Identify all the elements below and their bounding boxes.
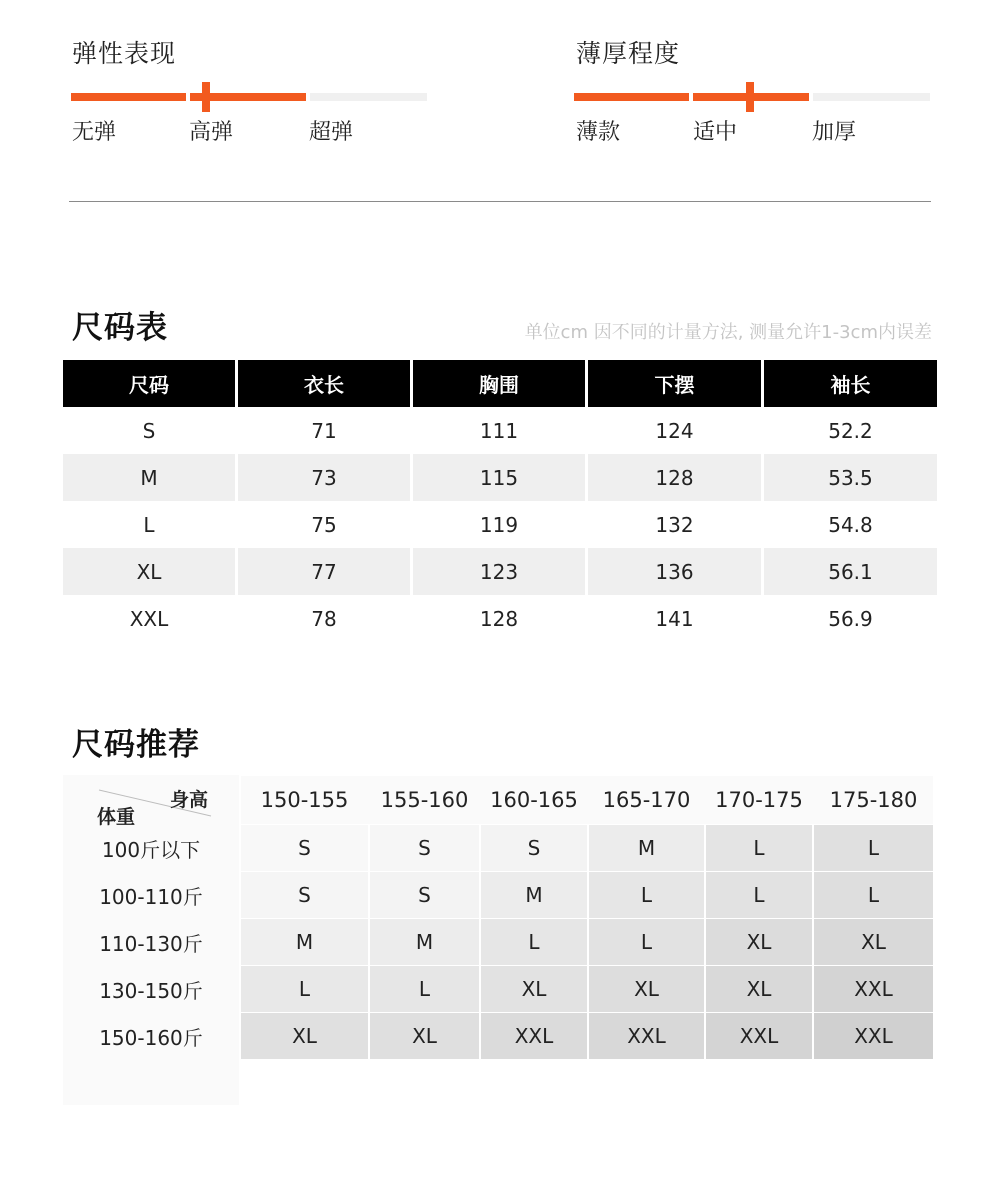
weight-axis-label: 体重 bbox=[97, 806, 136, 828]
thickness-segment-1 bbox=[574, 93, 689, 101]
table-cell: 56.9 bbox=[828, 606, 873, 631]
table-cell: 78 bbox=[238, 595, 413, 642]
weight-range-label: 150-160斤 bbox=[99, 1026, 203, 1050]
recommended-size-cell: L bbox=[706, 825, 812, 871]
table-cell: 115 bbox=[413, 454, 588, 501]
table-cell: 77 bbox=[238, 548, 413, 595]
thickness-marker bbox=[746, 82, 754, 112]
table-row bbox=[63, 595, 937, 642]
elasticity-option-1: 无弹 bbox=[72, 120, 117, 145]
elasticity-segment-1 bbox=[71, 93, 186, 101]
table-row bbox=[63, 501, 937, 548]
recommended-size-cell: XL bbox=[589, 966, 704, 1012]
table-cell: 111 bbox=[413, 407, 588, 454]
recommended-size-cell: S bbox=[241, 825, 368, 871]
weight-range-label: 100-110斤 bbox=[99, 885, 203, 909]
size-table-note: 单位cm 因不同的计量方法, 测量允许1-3cm内误差 bbox=[524, 322, 932, 343]
size-table-title: 尺码表 bbox=[72, 310, 168, 346]
height-range-header: 165-170 bbox=[602, 788, 691, 812]
table-cell: 119 bbox=[413, 501, 588, 548]
recommended-size-cell: XL bbox=[241, 1013, 368, 1059]
recommended-size-cell: S bbox=[481, 825, 587, 871]
table-cell: 73 bbox=[238, 454, 413, 501]
recommended-size-cell: S bbox=[370, 825, 479, 871]
table-cell: 128 bbox=[413, 595, 588, 642]
section-divider bbox=[69, 201, 931, 202]
recommended-size-cell: L bbox=[706, 872, 812, 918]
thickness-option-3: 加厚 bbox=[812, 120, 857, 145]
elasticity-title: 弹性表现 bbox=[72, 39, 177, 68]
recommended-size-cell: XL bbox=[814, 919, 933, 965]
header-cell: 下摆 bbox=[588, 360, 764, 407]
recommended-size-cell: XL bbox=[370, 1013, 479, 1059]
recommendation-title: 尺码推荐 bbox=[72, 727, 200, 763]
recommended-size-cell: M bbox=[370, 919, 479, 965]
recommended-size-cell: S bbox=[370, 872, 479, 918]
height-range-header: 150-155 bbox=[260, 788, 349, 812]
height-axis-label: 身高 bbox=[170, 789, 209, 811]
thickness-option-1: 薄款 bbox=[576, 120, 621, 145]
table-cell: M bbox=[63, 454, 238, 501]
size-table bbox=[63, 360, 937, 642]
elasticity-option-2: 高弹 bbox=[189, 120, 234, 145]
header-cell: 胸围 bbox=[413, 360, 588, 407]
thickness-title: 薄厚程度 bbox=[576, 39, 681, 68]
recommended-size-cell: XXL bbox=[814, 1013, 933, 1059]
recommended-size-cell: XL bbox=[481, 966, 587, 1012]
thickness-track bbox=[574, 93, 930, 101]
recommended-size-cell: M bbox=[241, 919, 368, 965]
weight-range-label: 110-130斤 bbox=[99, 932, 203, 956]
table-cell: 54.8 bbox=[828, 512, 873, 537]
table-cell: 71 bbox=[238, 407, 413, 454]
recommended-size-cell: L bbox=[241, 966, 368, 1012]
recommended-size-cell: L bbox=[814, 825, 933, 871]
table-row bbox=[63, 548, 937, 595]
thickness-segment-3 bbox=[813, 93, 930, 101]
recommended-size-cell: L bbox=[814, 872, 933, 918]
table-cell: 128 bbox=[588, 454, 764, 501]
table-cell: 141 bbox=[588, 595, 764, 642]
recommended-size-cell: XL bbox=[706, 966, 812, 1012]
elasticity-option-3: 超弹 bbox=[309, 120, 354, 145]
recommended-size-cell: L bbox=[589, 872, 704, 918]
height-range-header: 160-165 bbox=[490, 788, 578, 812]
table-cell: 53.5 bbox=[764, 454, 937, 501]
table-row bbox=[63, 454, 937, 501]
recommended-size-cell: S bbox=[241, 872, 368, 918]
table-cell: 132 bbox=[588, 501, 764, 548]
recommended-size-cell: L bbox=[481, 919, 587, 965]
header-cell: 尺码 bbox=[63, 360, 238, 407]
recommended-size-cell: L bbox=[589, 919, 704, 965]
weight-range-label: 100斤以下 bbox=[101, 838, 201, 862]
weight-range-label: 130-150斤 bbox=[99, 979, 203, 1003]
table-cell: 56.1 bbox=[764, 548, 937, 595]
recommended-size-cell: M bbox=[589, 825, 704, 871]
recommended-size-cell: XXL bbox=[481, 1013, 587, 1059]
recommended-size-cell: L bbox=[370, 966, 479, 1012]
size-table-header bbox=[63, 360, 937, 407]
height-header-row bbox=[241, 776, 933, 824]
elasticity-marker bbox=[202, 82, 210, 112]
table-row bbox=[63, 407, 937, 454]
table-cell: XXL bbox=[63, 595, 238, 642]
header-cell: 衣长 bbox=[238, 360, 413, 407]
height-range-header: 155-160 bbox=[380, 788, 469, 812]
height-range-header: 170-175 bbox=[715, 788, 803, 812]
recommended-size-cell: XXL bbox=[589, 1013, 704, 1059]
table-cell: 136 bbox=[588, 548, 764, 595]
elasticity-segment-3 bbox=[310, 93, 427, 101]
recommended-size-cell: XL bbox=[706, 919, 812, 965]
recommended-size-cell: M bbox=[481, 872, 587, 918]
table-cell: 123 bbox=[413, 548, 588, 595]
table-cell: XL bbox=[63, 548, 238, 595]
table-cell: 124 bbox=[588, 407, 764, 454]
table-cell: L bbox=[63, 501, 238, 548]
table-cell: S bbox=[63, 407, 238, 454]
recommended-size-cell: XXL bbox=[814, 966, 933, 1012]
table-cell: 52.2 bbox=[828, 418, 873, 443]
table-cell: 75 bbox=[238, 501, 413, 548]
recommended-size-cell: XXL bbox=[706, 1013, 812, 1059]
elasticity-track bbox=[71, 93, 427, 101]
header-cell: 袖长 bbox=[764, 360, 937, 407]
thickness-option-2: 适中 bbox=[693, 120, 738, 145]
height-range-header: 175-180 bbox=[829, 788, 918, 812]
